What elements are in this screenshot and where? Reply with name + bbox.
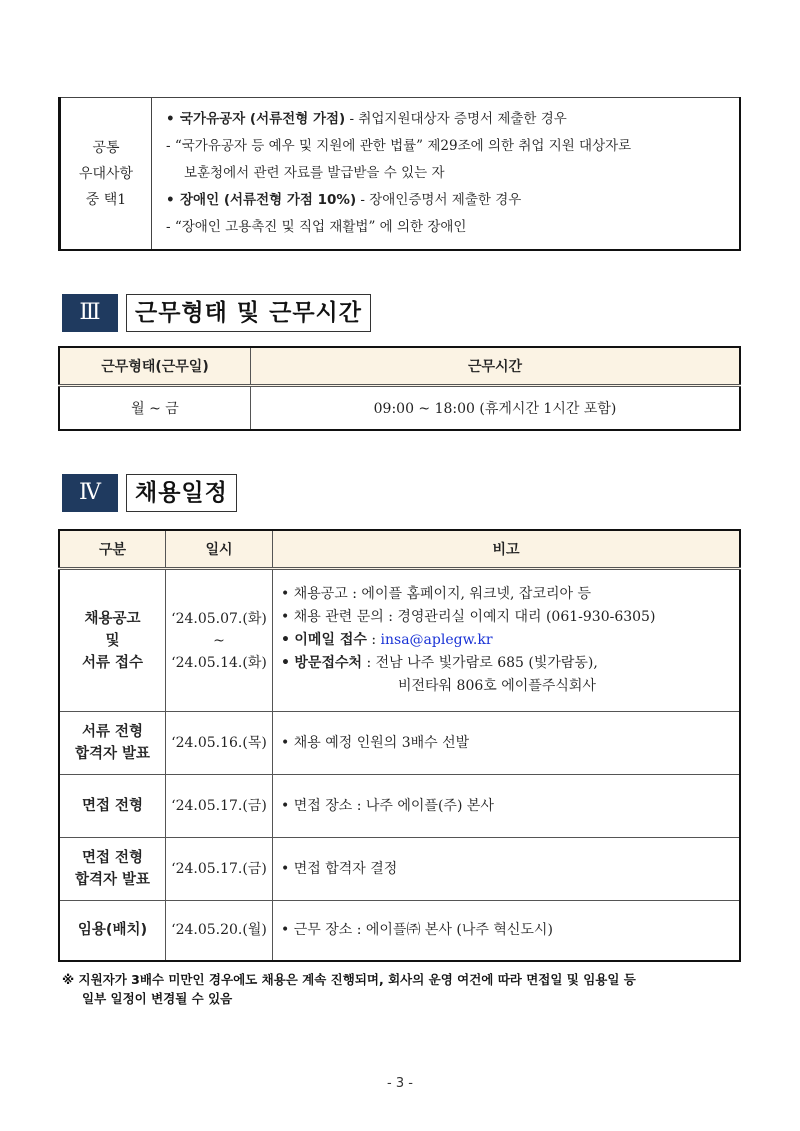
footnote-line: 일부 일정이 변경될 수 있음	[82, 991, 233, 1006]
stage-cell: 임용(배치)	[59, 901, 166, 961]
table-row	[59, 838, 740, 901]
stage-cell	[59, 838, 166, 901]
section3-header	[62, 294, 371, 332]
column-header: 비고	[273, 530, 741, 569]
date-line: ~	[213, 632, 225, 649]
preference-item	[166, 187, 739, 214]
label-line: 중 택1	[85, 191, 127, 208]
item-text: - 장애인증명서 제출한 경우	[356, 192, 522, 208]
preference-item: - “국가유공자 등 예우 및 지원에 관한 법률” 제29조에 의한 취업 지원 대상자로	[166, 138, 632, 154]
note-item	[281, 732, 739, 755]
note-text: 면접 합격자 결정	[293, 860, 398, 877]
bullet-icon: •	[281, 609, 290, 625]
note-text: 면접 장소 : 나주 에이플(주) 본사	[293, 797, 494, 814]
date-cell: ‘24.05.16.(목)	[166, 712, 273, 775]
table-cell: 09:00 ~ 18:00 (휴게시간 1시간 포함)	[251, 386, 741, 431]
bullet-icon: •	[166, 111, 175, 127]
notes-cell	[273, 838, 741, 901]
table-row	[59, 569, 740, 712]
stage-line: 면접 전형	[81, 850, 144, 866]
work-hours-table	[58, 346, 741, 431]
note-item	[281, 652, 739, 675]
table-row	[59, 386, 740, 431]
table-row	[59, 775, 740, 838]
bullet-icon: •	[281, 655, 290, 671]
page-number: - 3 -	[387, 1076, 413, 1091]
notes-cell	[273, 712, 741, 775]
note-item	[281, 858, 739, 881]
stage-line: 서류 접수	[81, 654, 144, 671]
email-link[interactable]: insa@aplegw.kr	[380, 632, 493, 648]
table-cell: 월 ~ 금	[59, 386, 251, 431]
bullet-icon: •	[281, 921, 290, 938]
stage-cell: 면접 전형	[59, 775, 166, 838]
section-title: 채용일정	[126, 474, 237, 512]
schedule-table	[58, 529, 741, 962]
schedule-footnote	[62, 970, 742, 1008]
note-item	[281, 583, 739, 606]
date-line: ‘24.05.14.(화)	[171, 654, 267, 671]
date-cell: ‘24.05.17.(금)	[166, 775, 273, 838]
note-text: 채용 예정 인원의 3배수 선발	[293, 734, 470, 751]
note-item	[281, 795, 739, 818]
item-strong: 장애인 (서류전형 가점 10%)	[180, 192, 357, 208]
section-title: 근무형태 및 근무시간	[126, 294, 371, 332]
date-cell: ‘24.05.17.(금)	[166, 838, 273, 901]
label-line: 우대사항	[78, 165, 134, 182]
notes-cell	[273, 901, 741, 961]
preference-body	[152, 98, 741, 251]
bullet-icon: •	[281, 734, 290, 751]
note-item	[281, 606, 739, 629]
note-item: 비전타워 806호 에이플주식회사	[398, 678, 596, 694]
stage-line: 채용공고	[84, 610, 141, 627]
note-text: 채용공고 : 에이플 홈페이지, 워크넷, 잡코리아 등	[293, 586, 591, 602]
stage-line: 서류 전형	[81, 724, 144, 740]
bullet-icon: •	[166, 192, 175, 208]
note-item	[281, 629, 739, 652]
table-row	[59, 901, 740, 961]
preference-label	[60, 98, 152, 251]
bullet-icon: •	[281, 797, 290, 814]
notes-cell	[273, 775, 741, 838]
preference-item: 보훈청에서 관련 자료를 발급받을 수 있는 자	[184, 165, 445, 181]
item-text: - 취업지원대상자 증명서 제출한 경우	[345, 111, 567, 127]
section-number-badge: Ⅲ	[62, 294, 118, 332]
section4-header	[62, 474, 237, 512]
stage-line: 및	[105, 632, 120, 649]
bullet-icon: •	[281, 632, 290, 648]
date-line: ‘24.05.07.(화)	[171, 610, 267, 627]
table-row	[59, 712, 740, 775]
date-cell	[166, 569, 273, 712]
stage-cell	[59, 712, 166, 775]
stage-line: 합격자 발표	[74, 872, 151, 888]
note-text: 채용 관련 문의 : 경영관리실 이예지 대리 (061-930-6305)	[293, 609, 656, 625]
note-text: :	[366, 632, 381, 648]
stage-cell	[59, 569, 166, 712]
note-strong: 방문접수처	[294, 655, 363, 671]
date-cell: ‘24.05.20.(월)	[166, 901, 273, 961]
preference-item: - “장애인 고용촉진 및 직업 재활법” 에 의한 장애인	[166, 219, 467, 235]
preference-item	[166, 106, 739, 133]
bullet-icon: •	[281, 586, 290, 602]
stage-line: 합격자 발표	[74, 746, 151, 762]
column-header: 구분	[59, 530, 166, 569]
bullet-icon: •	[281, 860, 290, 877]
footnote-line: ※ 지원자가 3배수 미만인 경우에도 채용은 계속 진행되며, 회사의 운영 여건에 따라 면접일 및 임용일 등	[62, 972, 636, 987]
note-text: : 전남 나주 빛가람로 685 (빛가람동),	[362, 655, 598, 671]
column-header: 근무형태(근무일)	[59, 347, 251, 386]
column-header: 근무시간	[251, 347, 741, 386]
column-header: 일시	[166, 530, 273, 569]
preference-table	[58, 97, 741, 251]
note-strong: 이메일 접수	[294, 632, 367, 648]
note-text: 근무 장소 : 에이플㈜ 본사 (나주 혁신도시)	[293, 921, 553, 938]
label-line: 공통	[92, 139, 120, 156]
section-number-badge: Ⅳ	[62, 474, 118, 512]
notes-cell	[273, 569, 741, 712]
note-item	[281, 919, 739, 942]
item-strong: 국가유공자 (서류전형 가점)	[180, 111, 346, 127]
